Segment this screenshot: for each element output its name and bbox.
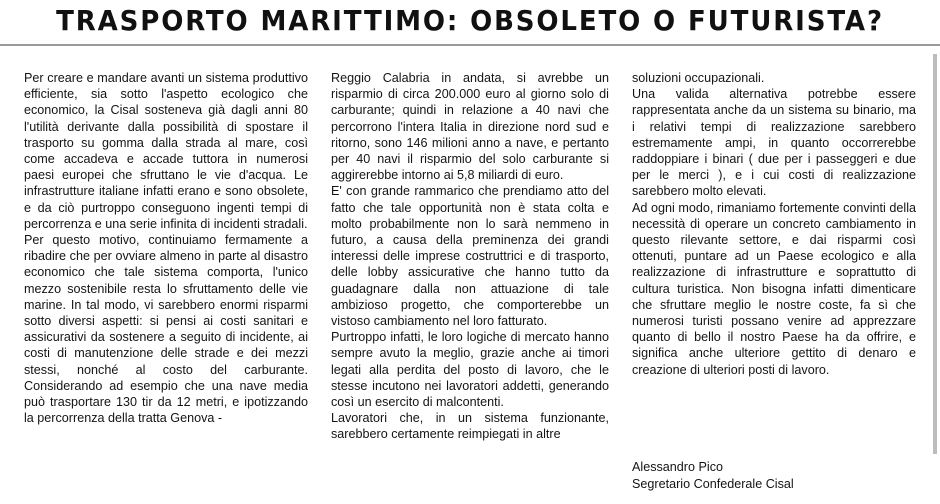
paragraph: E' con grande rammarico che prendiamo atto del fatto che tale opportunità non è stata colta e molto probabilmente non lo sarà nemmeno in futuro, a causa della preminenza dei grandi interessi delle imprese costruttrici e di trasporto, delle lobby assicurative che hanno tutto da guadagnare dalla non attuazione di tale ambizioso progetto, che comporterebbe un vistoso cambiamento nel loro fatturato. — [331, 184, 609, 329]
author-name: Alessandro Pico — [632, 460, 724, 474]
paragraph: Per questo motivo, continuiamo fermamente a ribadire che per ovviare almeno in parte al disastro economico che tale sistema comporta, l'unico mezzo sostenibile resta lo sfruttamento delle vie marine. In tal modo, vi sarebbero enormi risparmi sotto diversi aspetti: si pensi ai costi sanitari e assicurativi da sostenere a seguito di incidente, ai costi di manutenzione delle strade e dei mezzi stessi, nonché al costo del carburante. Considerando ad esempio che una nave media può trasportare 130 tir da 12 metri, e ipotizzando la percorrenza della tratta Genova - — [24, 233, 308, 426]
text-column-2 — [331, 70, 609, 443]
paragraph: Per creare e mandare avanti un sistema produttivo efficiente, sia sotto l'aspetto ecologico che economico, la Cisal sosteneva già dagli anni 80 l'utilità derivante dalla possibilità di spostare il trasporto su gomma dalla strada al mare, così come accadeva e accade tuttora in numerosi paesi europei che sfruttano le vie d'acqua. Le infrastrutture italiane infatti erano e sono obsolete, e da ciò purtroppo conseguono ingenti tempi di percorrenza e una serie infinita di incidenti stradali. — [24, 71, 308, 231]
header-divider — [0, 44, 940, 46]
text-column-3 — [632, 70, 916, 378]
paragraph: soluzioni occupazionali. — [632, 71, 765, 85]
paragraph: Una valida alternativa potrebbe essere rappresentata anche da un sistema su binario, ma i relativi tempi di realizzazione sarebbero estremamente ampi, in quanto occorrerebbe raddoppiare i binari ( due per i passeggeri e due per le merci ), e i cui costi di realizzazione sarebbero molto elevati. — [632, 87, 916, 199]
paragraph: Purtroppo infatti, le loro logiche di mercato hanno sempre avuto la meglio, grazie anche ai timori legati alla perdita del posto di lavoro, che le stesse incutono nei lavoratori addetti, generando così un esercito di malcontenti. — [331, 330, 609, 410]
signature — [632, 459, 794, 492]
page-edge-bar — [933, 54, 937, 454]
paragraph: Reggio Calabria in andata, si avrebbe un risparmio di circa 200.000 euro al giorno solo di carburante; quindi in relazione a 40 navi che percorrono l'intera Italia in direzione nord sud e ritorno, sono 146 milioni anno a nave, e pertanto per 40 navi il risparmio del solo carburante si aggirerebbe intorno ai 5,8 miliardi di euro. — [331, 71, 609, 183]
paragraph: Lavoratori che, in un sistema funzionante, sarebbero certamente reimpiegati in altre — [331, 411, 609, 442]
paragraph: Ad ogni modo, rimaniamo fortemente convinti della necessità di operare un concreto cambiamento in questo rilevante settore, e dai risparmi così ottenuti, puntare ad un Paese ecologico e alla realizzazione di infrastrutture e soprattutto di cultura turistica. Non bisogna infatti dimenticare che sfruttare meglio le nostre coste, fa sì che numerosi turisti possano venire ad apprezzare quanto di bello il nostro Paese ha da offrire, e significa anche ulteriore gettito di denaro e creazione di ulteriori posti di lavoro. — [632, 200, 916, 377]
text-column-1 — [24, 70, 308, 426]
headline: TRASPORTO MARITTIMO: OBSOLETO O FUTURISTA? — [56, 4, 884, 37]
author-role: Segretario Confederale Cisal — [632, 476, 794, 491]
